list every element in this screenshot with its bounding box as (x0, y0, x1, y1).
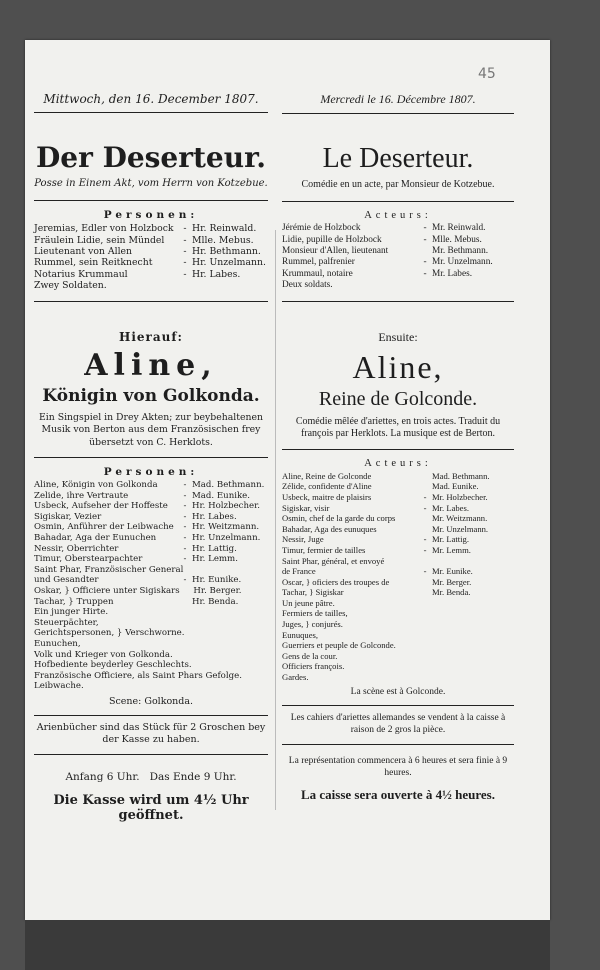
cast-role: Lieutenant von Allen (34, 245, 133, 257)
cast-row (282, 471, 514, 482)
cast-actor: Hr. Bethmann. (192, 245, 261, 257)
cast-actor: Hr. Lemm. (192, 554, 238, 565)
cast-role: Aline, Königin von Golkonda (34, 480, 158, 491)
cast-role: Nessir, Oberrichter (34, 543, 119, 554)
cast-dash: - (183, 501, 187, 512)
german-cast-list (34, 223, 268, 291)
cast-role: Hofbediente beyderley Geschlechts. (34, 660, 192, 671)
french-scene: La scène est à Golconde. (350, 686, 446, 697)
cast-actor: Mad. Bethmann. (432, 470, 490, 481)
cast-actor: Mr. Reinwald. (432, 223, 486, 234)
column-divider (275, 230, 276, 810)
cast-actor: Mr. Unzelmann. (432, 523, 489, 534)
cast-role: Officiers françois. (282, 661, 345, 672)
cast-role: Lidie, pupille de Holzbock (282, 234, 382, 245)
cast-actor: Hr. Berger. (193, 585, 242, 596)
cast-dash (418, 524, 432, 535)
french-title2: Aline, (352, 349, 444, 386)
cast-actor: Hr. Eunike. (192, 575, 242, 586)
cast-dash (180, 586, 194, 597)
cast-dash (178, 280, 192, 291)
german-title: Der Deserteur. (35, 141, 267, 174)
cast-role: Rummel, sein Reitknecht (34, 257, 153, 269)
cast-dash (418, 280, 432, 291)
cast-row (34, 269, 268, 280)
cast-row (282, 280, 514, 291)
cast-row (282, 269, 514, 280)
cast-dash (418, 471, 432, 482)
cast-actor (432, 556, 514, 567)
cast-row (34, 597, 268, 608)
cast-actor: Mr. Labes. (432, 502, 469, 513)
cast-row (34, 501, 268, 512)
cast-actor: Mr. Lemm. (432, 544, 471, 555)
french-title2-sub: Reine de Golconde. (318, 387, 478, 410)
german-then: Hierauf: (119, 330, 183, 345)
cast-row (34, 671, 268, 682)
cast-dash (183, 565, 196, 576)
cast-dash: - (423, 223, 427, 234)
cast-role: und Gesandter (34, 575, 99, 586)
cast-row (34, 650, 268, 661)
cast-role: Jérémie de Holzbock (282, 223, 361, 234)
cast-role: Tachar, } Truppen (34, 596, 114, 607)
cast-row (34, 607, 268, 618)
cast-dash: - (183, 257, 187, 269)
cast-role: Sigiskar, visir (282, 502, 330, 513)
german-times: Anfang 6 Uhr. Das Ende 9 Uhr. (65, 770, 237, 783)
divider (282, 113, 514, 114)
cast-row (282, 545, 514, 556)
cast-dash (418, 630, 432, 641)
german-title2: Aline, (84, 348, 218, 384)
cast-row (282, 481, 514, 492)
cast-role: Fräulein Lidie, sein Mündel (34, 234, 165, 246)
cast-actor: Mr. Berger. (432, 576, 472, 587)
cast-role: Gens de la cour. (282, 650, 338, 661)
cast-role: Gerichtspersonen, } Verschworne. (34, 628, 185, 639)
cast-actor (192, 607, 268, 618)
cast-actor (432, 672, 514, 683)
cast-actor: Hr. Labes. (192, 268, 241, 280)
cast-role: Osmin, Anführer der Leibwache (34, 522, 174, 533)
french-then: Ensuite: (378, 330, 418, 345)
cast-role: Gardes. (282, 672, 309, 683)
cast-actor: Mr. Eunike. (432, 566, 473, 577)
cast-role: Timur, fermier de tailles (282, 544, 366, 555)
cast-row (34, 554, 268, 565)
cast-row (34, 235, 268, 246)
cast-role: Französische Officiere, als Saint Phars Gefolge. (34, 670, 242, 681)
cast-actor (192, 280, 268, 291)
divider (282, 201, 514, 202)
cast-role: Saint Phar, général, et envoyé (282, 555, 385, 566)
cast-role: Steuerpächter, (34, 617, 99, 628)
cast-row (34, 660, 268, 671)
cast-row (34, 639, 268, 650)
cast-role: Rummel, palfrenier (282, 257, 355, 268)
cast-role: Volk und Krieger von Golkonda. (34, 649, 173, 660)
cast-dash: - (183, 532, 187, 543)
divider (34, 301, 268, 302)
cast-dash: - (183, 245, 187, 257)
cast-dash (178, 650, 192, 661)
french-libretto-note: Les cahiers d'ariettes allemandes se vendent à la caisse à raison de 2 gros la pièce. (290, 712, 506, 735)
cast-row (282, 566, 514, 577)
cast-role: Un jeune pâtre. (282, 597, 335, 608)
cast-actor: Mlle. Mebus. (192, 234, 254, 246)
cast-dash (418, 651, 432, 662)
cast-dash (418, 661, 432, 672)
cast-actor (432, 651, 514, 662)
cast-dash: - (183, 268, 187, 280)
cast-row (282, 630, 514, 641)
cast-role: de France (282, 566, 316, 577)
cast-actor (432, 661, 514, 672)
german-cast-heading: Personen: (103, 209, 199, 222)
german-cast2-list (34, 480, 268, 692)
page-number: 45 (478, 66, 496, 82)
cast-role: Saint Phar, Französischer General (34, 564, 184, 575)
cast-dash: - (183, 234, 187, 246)
cast-actor: Mr. Lattig. (432, 534, 469, 545)
french-title: Le Deserteur. (322, 143, 474, 174)
cast-dash: - (423, 234, 427, 245)
cast-role: Krummaul, notaire (282, 268, 353, 279)
french-subtitle: Comédie en un acte, par Monsieur de Kotzebue. (301, 179, 495, 191)
cast-row (34, 491, 268, 502)
cast-dash (178, 639, 192, 650)
cast-dash: - (423, 257, 427, 268)
french-column (282, 92, 514, 803)
cast-role: Zélide, confidente d'Aline (282, 481, 372, 492)
cast-dash (184, 628, 197, 639)
cast-role: Oscar, } oficiers des troupes de (282, 576, 390, 587)
cast-dash (418, 640, 432, 651)
cast-actor (197, 628, 268, 639)
cast-role: Monsieur d'Allen, lieutenant (282, 245, 389, 256)
cast-row (34, 522, 268, 533)
cast-row (282, 534, 514, 545)
cast-dash: - (423, 268, 427, 279)
cast-row (282, 587, 514, 598)
cast-row (34, 628, 268, 639)
cast-actor (432, 280, 514, 291)
cast-role: Aline, Reine de Golconde (282, 470, 372, 481)
german-cast2-heading: Personen: (103, 466, 199, 479)
divider (282, 449, 514, 450)
cast-row (282, 619, 514, 630)
cast-dash (418, 513, 432, 524)
cast-dash: - (183, 543, 187, 554)
cast-row (34, 257, 268, 268)
cast-actor: Mr. Holzbecher. (432, 491, 488, 502)
cast-actor: Mr. Unzelmann. (432, 257, 493, 268)
cast-row (282, 246, 514, 257)
cast-actor (432, 630, 514, 641)
cast-role: Oskar, } Officiere unter Sigiskars (34, 585, 180, 596)
cast-row (34, 512, 268, 523)
cast-row (34, 533, 268, 544)
cast-role: Jeremias, Edler von Holzbock (34, 223, 174, 235)
cast-dash (418, 556, 432, 567)
cast-row (34, 681, 268, 692)
divider (34, 112, 268, 113)
cast-row (34, 480, 268, 491)
cast-actor (192, 639, 268, 650)
cast-row (34, 544, 268, 555)
scanner-background (25, 920, 550, 970)
cast-row (282, 640, 514, 651)
cast-dash (418, 577, 432, 588)
cast-actor (432, 619, 514, 630)
french-date: Mercredi le 16. Décembre 1807. (320, 92, 476, 106)
cast-actor: Hr. Holzbecher. (192, 501, 260, 512)
divider (34, 754, 268, 755)
cast-dash: - (183, 575, 187, 586)
french-cast-heading: Acteurs: (364, 210, 432, 222)
cast-dash: - (423, 544, 427, 555)
cast-dash: - (183, 511, 187, 522)
cast-actor (192, 618, 268, 629)
cast-actor (204, 660, 269, 671)
cast-row (282, 513, 514, 524)
cast-role: Bahadar, Aga des eunuques (282, 523, 377, 534)
cast-role: Bahadar, Aga der Eunuchen (34, 532, 157, 543)
cast-dash: - (423, 502, 427, 513)
cast-role: Usbeck, Aufseher der Hoffeste (34, 501, 168, 512)
cast-actor: Hr. Weitzmann. (192, 522, 260, 533)
cast-dash (418, 672, 432, 683)
cast-dash: - (423, 534, 427, 545)
cast-row (34, 565, 268, 576)
cast-row (282, 651, 514, 662)
cast-dash (418, 246, 432, 257)
cast-row (282, 492, 514, 503)
cast-role: Eunuques, (282, 629, 319, 640)
cast-actor (432, 608, 514, 619)
french-cast2-list (282, 471, 514, 683)
cast-row (34, 575, 268, 586)
cast-row (282, 577, 514, 588)
cast-role: Zwey Soldaten. (34, 279, 107, 291)
cast-dash (192, 660, 204, 671)
cast-row (34, 618, 268, 629)
cast-role: Deux soldats. (282, 279, 333, 290)
cast-dash (418, 587, 432, 598)
cast-actor: Mad. Bethmann. (192, 480, 265, 491)
cast-actor: Mr. Weitzmann. (432, 513, 488, 524)
cast-role: Osmin, chef de la garde du corps (282, 513, 396, 524)
german-date: Mittwoch, den 16. December 1807. (43, 92, 259, 106)
german-title2-sub: Königin von Golkonda. (42, 385, 260, 406)
cast-actor: Hr. Benda. (192, 596, 239, 607)
cast-row (282, 503, 514, 514)
cast-row (282, 608, 514, 619)
cast-dash (418, 608, 432, 619)
cast-actor: Mr. Labes. (432, 268, 473, 279)
divider (34, 457, 268, 458)
cast-actor: Mad. Eunike. (432, 481, 479, 492)
german-box-office: Die Kasse wird um 4½ Uhr geöffnet. (53, 792, 249, 823)
german-column (34, 92, 268, 823)
cast-row (282, 524, 514, 535)
cast-actor: Mr. Bethmann. (432, 245, 489, 256)
french-box-office: La caisse sera ouverte à 4½ heures. (300, 786, 495, 802)
cast-dash: - (423, 491, 427, 502)
cast-actor: Mr. Benda. (432, 587, 471, 598)
german-description: Ein Singspiel in Drey Akten; zur beybehaltenen Musik von Berton aus dem Französischen frey übersetzt von C. Herklots. (39, 411, 263, 448)
cast-actor: Mlle. Mebus. (432, 234, 482, 245)
cast-actor: Hr. Reinwald. (192, 223, 257, 235)
cast-dash (178, 618, 192, 629)
cast-dash (418, 481, 432, 492)
cast-role: Fermiers de tailles, (282, 608, 348, 619)
french-times: La représentation commencera à 6 heures et sera finie à 9 heures. (288, 755, 508, 778)
cast-actor (197, 565, 268, 576)
cast-row (282, 598, 514, 609)
cast-dash: - (423, 566, 427, 577)
cast-actor: Mad. Eunike. (192, 490, 251, 501)
cast-actor: Hr. Unzelmann. (192, 532, 261, 543)
cast-dash: - (183, 554, 187, 565)
divider (282, 744, 514, 745)
german-scene: Scene: Golkonda. (108, 695, 194, 707)
cast-row (34, 223, 268, 234)
cast-dash: - (183, 522, 187, 533)
cast-row (34, 586, 268, 597)
german-libretto-note: Arienbücher sind das Stück für 2 Groschen bey der Kasse zu haben. (36, 721, 266, 745)
cast-dash: - (183, 223, 187, 235)
divider (282, 705, 514, 706)
cast-actor: Hr. Lattig. (192, 543, 237, 554)
cast-dash (178, 681, 192, 692)
cast-actor (432, 598, 514, 609)
cast-role: Usbeck, maitre de plaisirs (282, 491, 372, 502)
cast-role: Juges, } conjurés. (282, 619, 343, 630)
cast-role: Tachar, } Sigiskar (282, 587, 344, 598)
cast-dash: - (183, 480, 187, 491)
cast-role: Ein junger Hirte. (34, 607, 109, 618)
cast-role: Nessir, Juge (282, 534, 324, 545)
cast-dash (178, 607, 192, 618)
cast-row (34, 280, 268, 291)
cast-row (282, 556, 514, 567)
divider (34, 715, 268, 716)
cast-role: Eunuchen, (34, 638, 81, 649)
cast-role: Guerriers et peuple de Golconde. (282, 640, 396, 651)
cast-role: Leibwache. (34, 681, 84, 692)
cast-actor (192, 681, 268, 692)
cast-row (282, 223, 514, 234)
cast-row (282, 661, 514, 672)
cast-row (282, 235, 514, 246)
cast-row (282, 257, 514, 268)
cast-row (34, 246, 268, 257)
cast-dash: - (183, 490, 187, 501)
divider (282, 301, 514, 302)
cast-role: Zelide, ihre Vertraute (34, 490, 129, 501)
french-description: Comédie mêlée d'ariettes, en trois actes. Traduit du françois par Herklots. La musique est de Berton. (295, 415, 501, 440)
cast-actor (246, 671, 268, 682)
cast-actor: Hr. Labes. (192, 511, 237, 522)
cast-row (282, 672, 514, 683)
cast-dash (418, 598, 432, 609)
cast-actor (432, 640, 514, 651)
german-subtitle: Posse in Einem Akt, vom Herrn von Kotzebue. (34, 178, 268, 190)
cast-role: Notarius Krummaul (34, 268, 128, 280)
divider (34, 200, 268, 201)
cast-actor: Hr. Unzelmann. (192, 257, 266, 269)
cast-actor (192, 650, 268, 661)
cast-role: Timur, Oberstearpachter (34, 554, 143, 565)
cast-dash (178, 597, 192, 608)
cast-dash (418, 619, 432, 630)
french-cast2-heading: Acteurs: (364, 457, 432, 469)
cast-role: Sigiskar, Vezier (34, 511, 102, 522)
french-cast-list (282, 223, 514, 291)
